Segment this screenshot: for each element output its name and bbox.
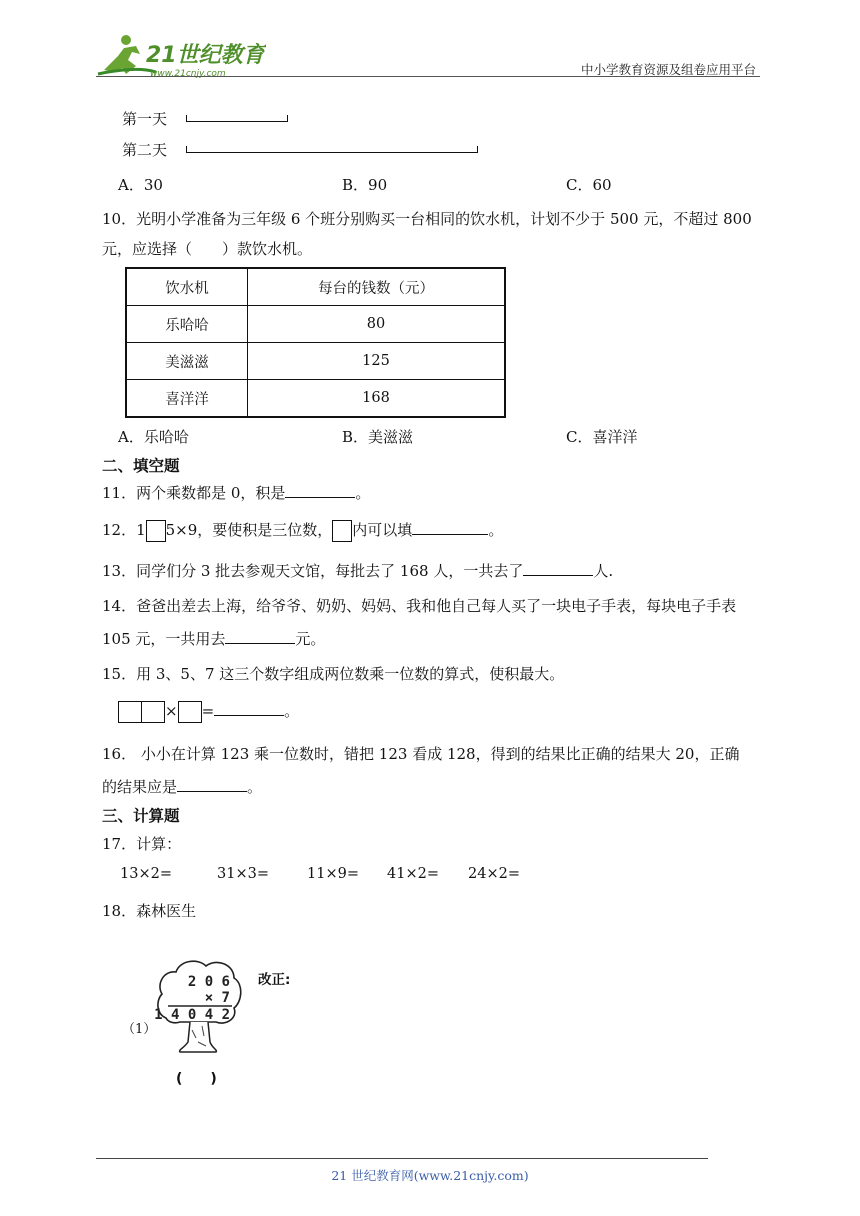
q15-equals: = <box>201 702 215 720</box>
section2-title: 二、填空题 <box>102 457 180 475</box>
q14-line1: 14．爸爸出差去上海，给爷爷、奶奶、妈妈、我和他自己每人买了一块电子手表，每块电子手表 <box>102 597 737 615</box>
q16-text: 的结果应是 <box>102 778 178 796</box>
q17-text: 17．计算： <box>102 835 182 853</box>
q11-text: 11．两个乘数都是 0，积是 <box>102 484 286 502</box>
q15-equation <box>118 700 299 723</box>
q12-part3: 内可以填 <box>352 521 413 539</box>
judge-parentheses[interactable]: ( ) <box>176 1071 217 1087</box>
calc-item: 24×2= <box>468 866 520 882</box>
table-cell: 80 <box>248 306 506 343</box>
calc-item: 31×3= <box>217 866 269 882</box>
site-logo <box>96 30 266 80</box>
q15-times: × <box>165 702 178 720</box>
q11-after: 。 <box>355 484 371 502</box>
q15-blank[interactable] <box>214 701 284 716</box>
tree-multiplicand: 2 0 6 <box>187 974 230 990</box>
q15-box-ones[interactable] <box>141 701 165 723</box>
footer-text[interactable]: 21 世纪教育网(www.21cnjy.com) <box>331 1168 529 1183</box>
q16-after: 。 <box>247 778 263 796</box>
table-cell: 168 <box>248 380 506 418</box>
q16-blank[interactable] <box>177 777 247 792</box>
calc-item: 13×2= <box>120 866 172 882</box>
day1-segment <box>186 115 288 122</box>
q12-after: 。 <box>488 521 504 539</box>
q10-line2: 元，应选择（ ）款饮水机。 <box>102 240 313 258</box>
q12-box-ref <box>332 520 352 542</box>
q9-option-b: B．90 <box>342 176 388 194</box>
q14-after: 元。 <box>295 630 326 648</box>
tree-result: 1 4 0 4 2 <box>154 1007 230 1023</box>
q11 <box>102 482 370 503</box>
q10-option-a: A．乐哈哈 <box>118 428 189 446</box>
q16-line2 <box>102 776 262 797</box>
q13-after: 人. <box>593 562 614 580</box>
table-header-cell: 每台的钱数（元） <box>248 268 506 306</box>
calc-item: 11×9= <box>307 866 359 882</box>
table-cell: 乐哈哈 <box>126 306 248 343</box>
correct-label: 改正: <box>258 972 291 988</box>
table-row <box>126 268 505 306</box>
section3-title: 三、计算题 <box>102 807 180 825</box>
q10-option-c: C．喜洋洋 <box>566 428 638 446</box>
q11-blank[interactable] <box>285 483 355 498</box>
calc-item: 41×2= <box>387 866 439 882</box>
tree-icon <box>154 956 244 1060</box>
q14-text: 105 元，一共用去 <box>102 630 226 648</box>
q15-after: 。 <box>284 702 300 720</box>
price-table <box>125 267 506 418</box>
q13-blank[interactable] <box>523 561 593 576</box>
q12 <box>102 519 503 542</box>
table-row <box>126 306 505 343</box>
q12-blank[interactable] <box>412 520 488 535</box>
day2-label: 第二天 <box>122 141 168 159</box>
day2-segment <box>186 146 478 153</box>
q10-line1: 10．光明小学准备为三年级 6 个班分别购买一台相同的饮水机，计划不少于 500 元，不超过 800 <box>102 210 752 228</box>
q13-text: 13．同学们分 3 批去参观天文馆，每批去了 168 人，一共去了 <box>102 562 524 580</box>
q9-option-c: C．60 <box>566 176 612 194</box>
table-header-cell: 饮水机 <box>126 268 248 306</box>
q12-box[interactable] <box>146 520 166 542</box>
table-row <box>126 380 505 418</box>
table-row <box>126 343 505 380</box>
footer-divider <box>96 1158 708 1159</box>
q14-blank[interactable] <box>225 629 295 644</box>
q15-box-tens[interactable] <box>118 701 142 723</box>
q18-sub-label: （1） <box>122 1022 157 1037</box>
q12-part2: 5×9，要使积是三位数， <box>165 521 333 539</box>
day1-label: 第一天 <box>122 110 168 128</box>
q14-line2 <box>102 628 325 649</box>
site-name: 中小学教育资源及组卷应用平台 <box>580 62 756 77</box>
q13 <box>102 560 613 581</box>
q12-part1: 12．1 <box>102 521 146 539</box>
q9-option-a: A．30 <box>118 176 163 194</box>
table-cell: 125 <box>248 343 506 380</box>
q16-line1: 16． 小小在计算 123 乘一位数时，错把 123 看成 128，得到的结果比正确的结果大 20，正确 <box>102 745 740 763</box>
tree-multiplier: × 7 <box>204 990 230 1006</box>
table-cell: 美滋滋 <box>126 343 248 380</box>
q15-text: 15．用 3、5、7 这三个数字组成两位数乘一位数的算式，使积最大。 <box>102 665 565 683</box>
logo-url: www.21cnjy.com <box>150 69 226 79</box>
q15-box-multiplier[interactable] <box>178 701 202 723</box>
header-divider <box>96 76 760 77</box>
table-cell: 喜洋洋 <box>126 380 248 418</box>
q10-option-b: B．美滋滋 <box>342 428 414 446</box>
logo-text: 21世纪教育 <box>146 43 265 68</box>
q18-text: 18．森林医生 <box>102 902 197 920</box>
